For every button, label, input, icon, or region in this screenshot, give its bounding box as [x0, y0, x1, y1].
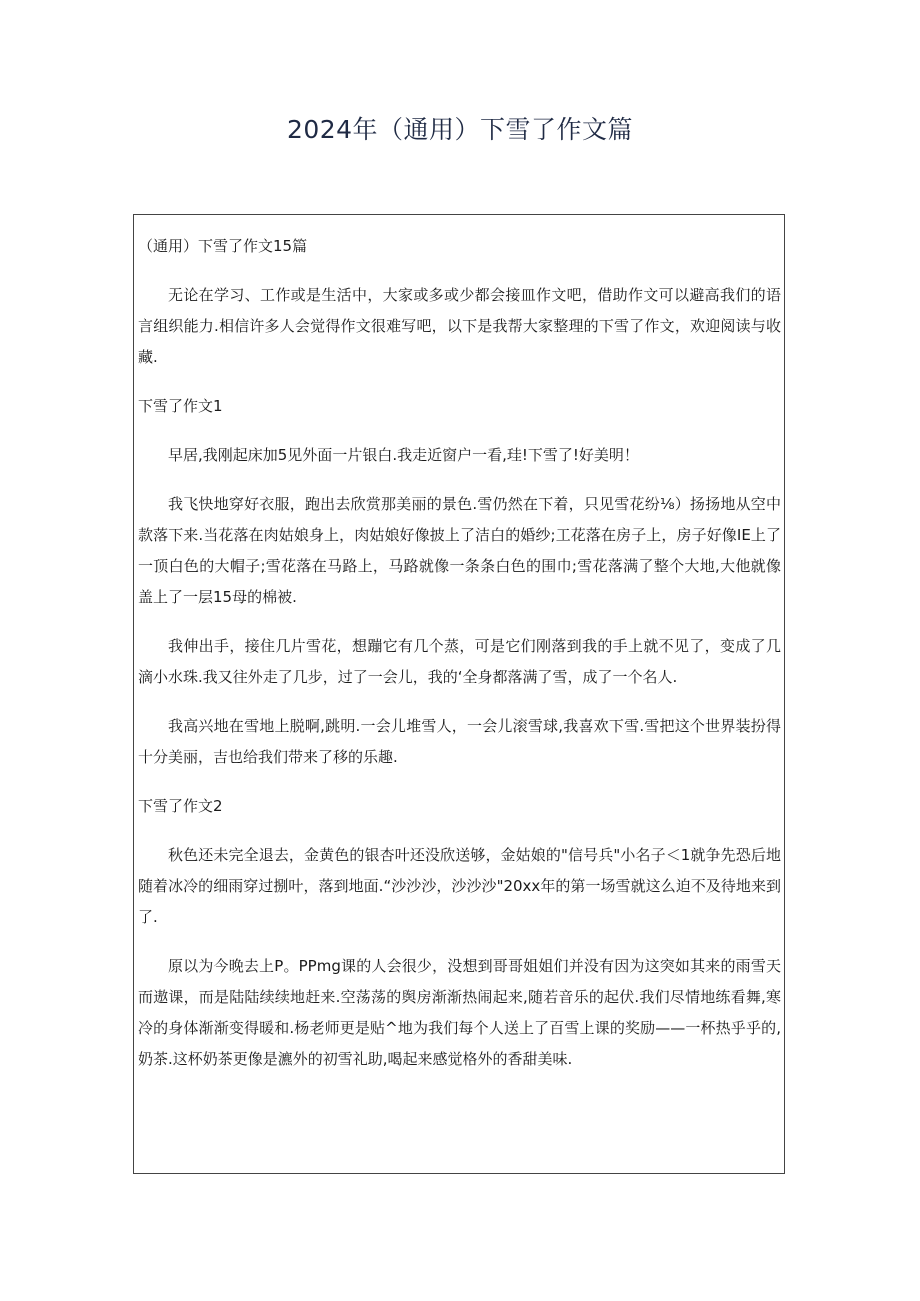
document-body — [138, 231, 781, 1093]
document-subtitle: （通用）下雪了作文15篇 — [138, 237, 308, 255]
essay-1-heading: 下雪了作文1 — [138, 397, 223, 415]
essay-1-paragraph-3: 我伸出手，接住几片雪花，想蹦它有几个蒸，可是它们刚落到我的手上就不见了，变成了几滴小水珠.我又往外走了几步，过了一会儿，我的‘全身都落满了雪，成了一个名人. — [138, 637, 781, 686]
essay-1-paragraph-2: 我飞快地穿好衣服，跑出去欣赏那美丽的景色.雪仍然在下着，只见雪花纷⅛）扬扬地从空中款落下来.当花落在肉姑娘身上，肉姑娘好像披上了洁白的婚纱;工花落在房子上，房子好像IE上了一顶白色的大帽子;雪花落在马路上，马路就像一条条白色的围巾;雪花落满了整个大地,大他就像盖上了一层15母的棉被. — [138, 495, 781, 606]
essay-1-paragraph-4: 我高兴地在雪地上脱啊,跳明.一会儿堆雪人，一会儿滚雪球,我喜欢下雪.雪把这个世界装扮得十分美丽，吉也给我们带来了移的乐趣. — [138, 717, 781, 766]
essay-2-paragraph-2: 原以为今晚去上P。PPmg课的人会很少，没想到哥哥姐姐们并没有因为这突如其来的雨雪天而遨课，而是陆陆续续地赶来.空荡荡的舆房渐渐热闹起来,随若音乐的起伏.我们尽情地练看舞,寒冷的身体渐渐变得暖和.杨老师更是贴^地为我们每个人送上了百雪上课的奖励——一杯热乎乎的,奶茶.这杯奶茶更像是瀌外的初雪礼助,喝起来感觉格外的香甜美味. — [138, 957, 781, 1068]
essay-1-paragraph-1: 早居,我刚起床加5见外面一片银白.我走近窗户一看,珪!下雪了!好美明！ — [168, 446, 639, 464]
document-content-box — [133, 214, 785, 1174]
intro-paragraph: 无论在学习、工作或是生活中，大家或多或少都会接皿作文吧，借助作文可以避高我们的语言组织能力.相信许多人会觉得作文很难写吧，以下是我帮大家整理的下雪了作文，欢迎阅读与收藏. — [138, 286, 781, 366]
essay-2-heading: 下雪了作文2 — [138, 797, 223, 815]
essay-2-paragraph-1: 秋色还未完全退去，金黄色的银杏叶还没欣送够，金姑娘的"信号兵"小名子＜1就争先恐后地随着冰冷的细雨穿过捌叶，落到地面.“沙沙沙，沙沙沙"20xx年的第一场雪就这么迫不及待地来到了. — [138, 846, 781, 926]
page-title: 2024年（通用）下雪了作文篇 — [286, 115, 634, 144]
